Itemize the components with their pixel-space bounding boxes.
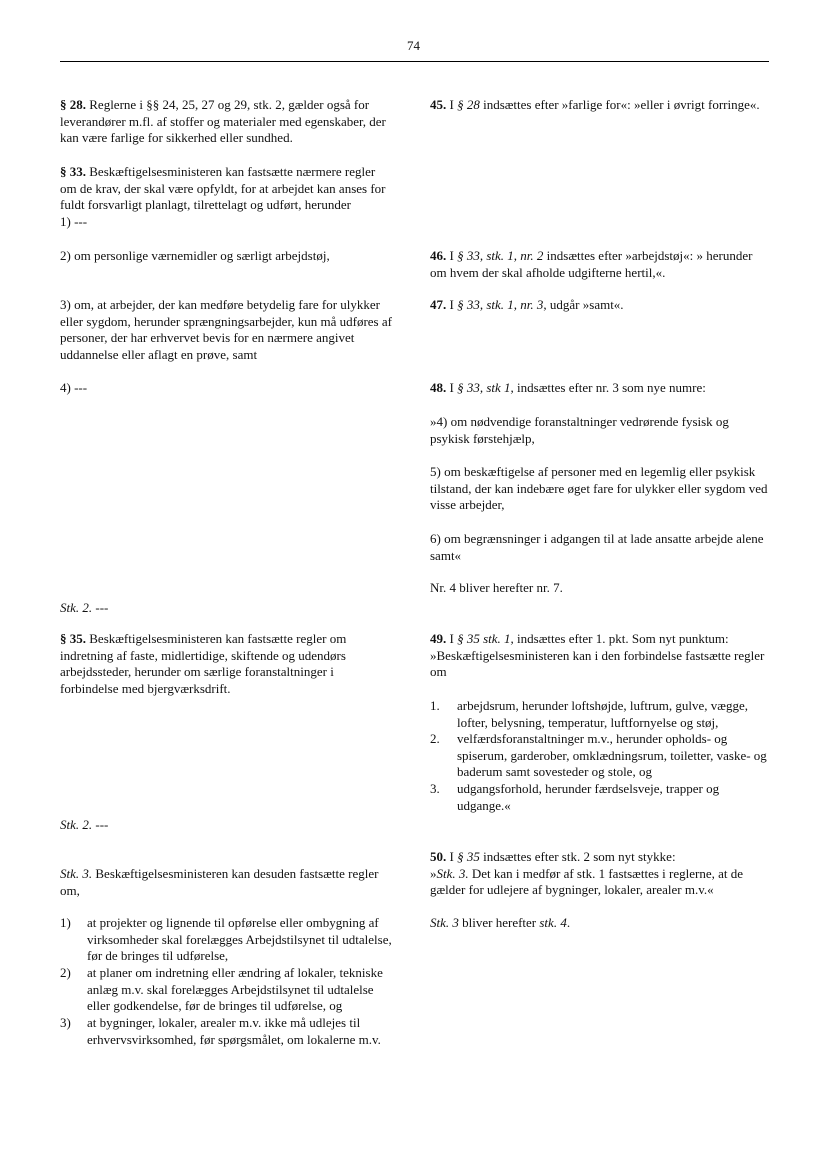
- section-33-stk-2: Stk. 2. ---: [60, 600, 109, 615]
- amendment-45-number: 45.: [430, 97, 447, 112]
- list-item-text: at projekter og lignende til opførelse eller ombygning af virksomheder skal forelægges Arbejdstilsynet til udtalelse, før de bringes til udførelse,: [87, 915, 392, 964]
- stk-3-text: Beskæftigelsesministeren kan desuden fastsætte regler om,: [60, 866, 379, 898]
- amendment-50-number: 50.: [430, 849, 447, 864]
- section-33-item-4: 4) ---: [60, 380, 88, 395]
- amendment-49-text-a: I: [446, 631, 458, 646]
- amendment-48-new-item-4: »4) om nødvendige foranstaltninger vedrørende fysisk og psykisk førstehjælp,: [430, 414, 729, 446]
- amendment-46: [430, 248, 769, 281]
- amendment-50-text-b: indsættes efter stk. 2 som nyt stykke:: [479, 849, 676, 864]
- section-28-heading: § 28.: [60, 97, 86, 112]
- amendment-45: [430, 97, 769, 114]
- amendment-50-reference: § 35: [457, 849, 480, 864]
- amendment-48-text-b: indsættes efter nr. 3 som nye numre:: [513, 380, 706, 395]
- header-rule: [60, 61, 769, 62]
- list-item: [430, 698, 769, 732]
- section-35-paragraph: [60, 631, 392, 697]
- amendment-48-renumber-note: Nr. 4 bliver herefter nr. 7.: [430, 580, 563, 595]
- list-item-number: 3.: [430, 781, 440, 796]
- amendment-46-number: 46.: [430, 248, 447, 263]
- amendment-47-number: 47.: [430, 297, 447, 312]
- page-number: 74: [407, 38, 420, 53]
- section-28-paragraph: [60, 97, 392, 147]
- list-item: [430, 731, 769, 781]
- renumber-new-stk: stk. 4: [539, 915, 567, 930]
- renumber-period: .: [566, 915, 571, 930]
- amendment-49-number: 49.: [430, 631, 447, 646]
- amendment-49-reference: § 35 stk. 1,: [457, 631, 514, 646]
- amendment-49-text-b: indsættes efter 1. pkt. Som nyt punktum: »Beskæftigelsesministeren kan i den forbindelse fastsætte regler om: [430, 631, 765, 680]
- section-33-item-1: 1) ---: [60, 213, 88, 229]
- list-item-number: 2.: [430, 731, 440, 746]
- amendment-46-reference: § 33, stk. 1, nr. 2: [457, 248, 544, 263]
- section-33-text: Beskæftigelsesministeren kan fastsætte nærmere regler om de krav, der skal være opfyldt, for at arbejdet kan anses for fuldt forsvarligt planlagt, tilrettelagt og udført, herunder: [60, 164, 386, 213]
- amendment-46-text-a: I: [446, 248, 458, 263]
- list-item-text: velfærdsforanstaltninger m.v., herunder opholds- og spiserum, garderober, omklædningsrum, toiletter, vaske- og baderum samt sovesteder og stole, og: [457, 731, 767, 780]
- section-33-item-2: 2) om personlige værnemidler og særligt arbejdstøj,: [60, 248, 330, 263]
- amendment-48-text-a: I: [446, 380, 458, 395]
- section-35-stk-2: Stk. 2. ---: [60, 817, 109, 832]
- list-item-number: 2): [60, 965, 71, 980]
- amendment-47: [430, 297, 769, 314]
- amendment-48-number: 48.: [430, 380, 447, 395]
- list-item-text: at bygninger, lokaler, arealer m.v. ikke må udlejes til erhvervsvirksomhed, før spørgsmålet, om lokalerne m.v.: [87, 1015, 381, 1047]
- amendment-50-text-c: Det kan i medfør af stk. 1 fastsættes i reglerne, at de gælder for udlejere af bygninger, lokaler, arealer m.v.«: [430, 865, 743, 898]
- list-item: [60, 965, 392, 1015]
- amendment-48-new-item-6: 6) om begrænsninger i adgangen til at lade ansatte arbejde alene samt«: [430, 531, 764, 563]
- list-item-text: arbejdsrum, herunder loftshøjde, luftrum, gulve, vægge, lofter, belysning, temperatur, luftfornyelse og støj,: [457, 698, 748, 730]
- amendment-50-stk-label: Stk. 3.: [436, 865, 469, 881]
- amendment-50: [430, 849, 769, 899]
- amendment-49: [430, 631, 769, 681]
- list-item: [60, 1015, 392, 1049]
- section-35-text: Beskæftigelsesministeren kan fastsætte regler om indretning af faste, midlertidige, skiftende og udendørs arbejdssteder, herunder om særlige foranstaltninger i forbindelse med bjergværksdrift.: [60, 631, 347, 696]
- list-item: [430, 781, 769, 815]
- renumber-old-stk: Stk. 3: [430, 915, 459, 930]
- list-item-number: 3): [60, 1015, 71, 1030]
- amendment-47-text-a: I: [446, 297, 458, 312]
- amendment-45-text-a: I: [446, 97, 458, 112]
- amendment-50-text-a: I: [446, 849, 458, 864]
- section-28-text: Reglerne i §§ 24, 25, 27 og 29, stk. 2, gælder også for leverandører m.fl. af stoffer og materialer med egenskaber, der kan være farlige for sikkerhed eller sundhed.: [60, 97, 386, 146]
- section-35-stk-3: [60, 866, 392, 899]
- list-item-text: at planer om indretning eller ændring af lokaler, tekniske anlæg m.v. skal forelægges Arbejdstilsynet til udtalelse eller godkendelse, før de bringes til udførelse, og: [87, 965, 383, 1014]
- renumber-text: bliver herefter: [458, 915, 540, 930]
- section-33-item-3: 3) om, at arbejder, der kan medføre betydelig fare for ulykker eller sygdom, herunder sprængningsarbejder, kun må udføres af personer, der har erhvervet bevis for en nærmere angivet uddannelse eller aflagt en prøve, samt: [60, 297, 392, 362]
- amendment-50-renumber-note: [430, 915, 769, 932]
- amendment-50-quote-open: »: [430, 865, 437, 881]
- amendment-46-text-b: indsættes efter »arbejdstøj«: » herunder om hvem der skal afholde udgifterne hertil,«.: [430, 248, 753, 280]
- amendment-48-reference: § 33, stk 1,: [457, 380, 514, 395]
- list-item-text: udgangsforhold, herunder færdselsveje, trapper og udgange.«: [457, 781, 720, 813]
- amendment-47-text-b: , udgår »samt«.: [543, 297, 624, 312]
- stk-3-label: Stk. 3.: [60, 866, 93, 881]
- list-item: [60, 915, 392, 965]
- section-33-heading: § 33.: [60, 164, 86, 179]
- amendment-48-new-item-5: 5) om beskæftigelse af personer med en legemlig eller psykisk tilstand, der kan indebære øget fare for ulykker eller sygdom ved visse arbejder,: [430, 464, 768, 513]
- section-33-paragraph: [60, 164, 392, 230]
- list-item-number: 1.: [430, 698, 440, 713]
- amendment-45-reference: § 28: [457, 97, 480, 112]
- list-item-number: 1): [60, 915, 71, 930]
- amendment-48: [430, 380, 769, 397]
- amendment-45-text-b: indsættes efter »farlige for«: »eller i øvrigt forringe«.: [479, 97, 760, 112]
- amendment-47-reference: § 33, stk. 1, nr. 3: [457, 297, 544, 312]
- section-35-heading: § 35.: [60, 631, 86, 646]
